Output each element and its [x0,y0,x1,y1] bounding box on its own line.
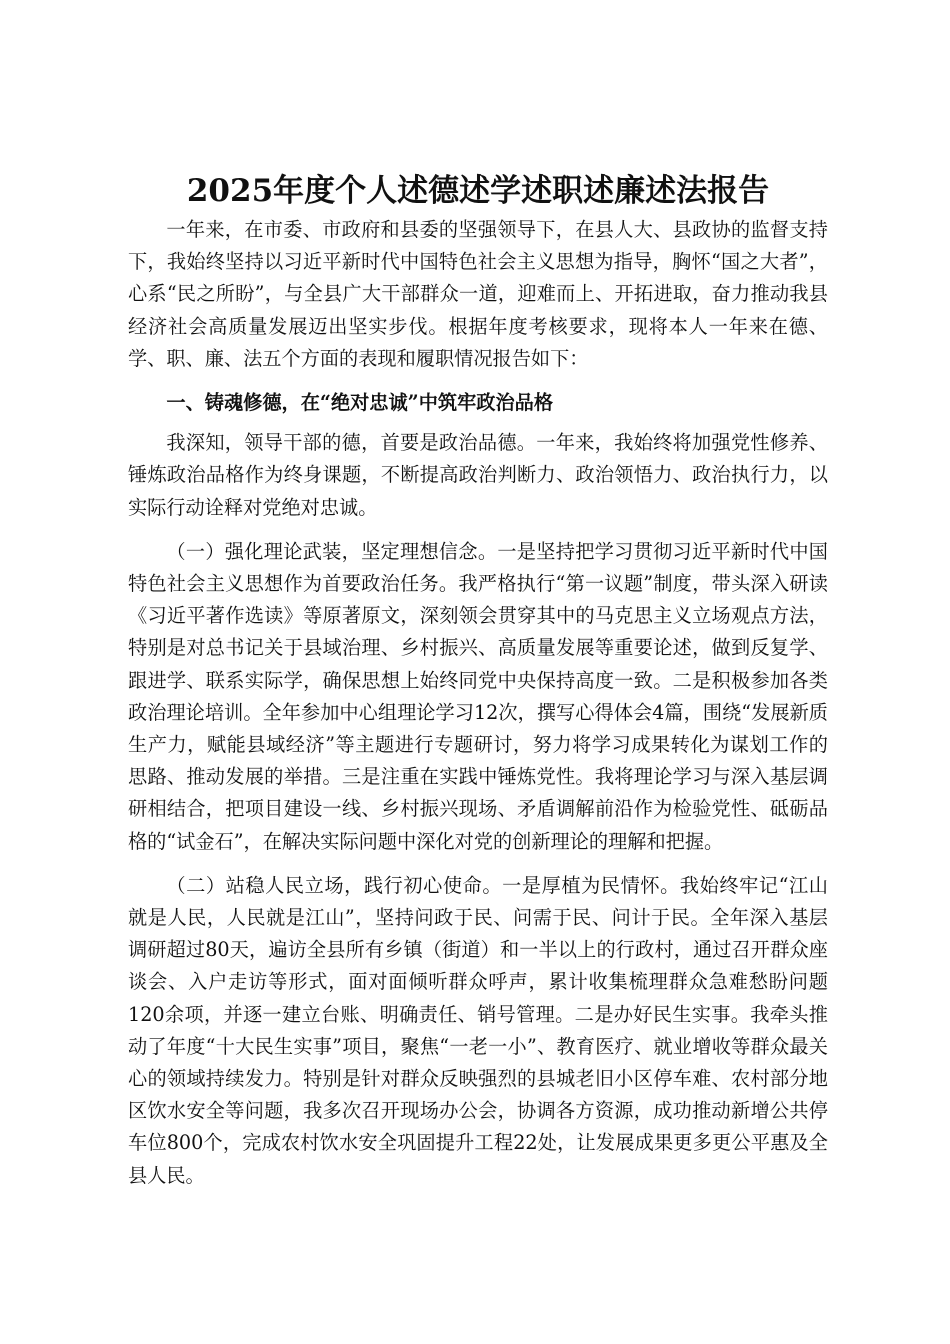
section-intro-paragraph: 我深知，领导干部的德，首要是政治品德。一年来，我始终将加强党性修养、锤炼政治品格作为终身课题，不断提高政治判断力、政治领悟力、政治执行力，以实际行动诠释对党绝对忠诚。 [128,431,828,519]
subsection-paragraph-2: （二）站稳人民立场，践行初心使命。一是厚植为民情怀。我始终牢记“江山就是人民，人民就是江山”，坚持问政于民、问需于民、问计于民。全年深入基层调研超过80天，遍访全县所有乡镇（街道）和一半以上的行政村，通过召开群众座谈会、入户走访等形式，面对面倾听群众呼声，累计收集梳理群众急难愁盼问题120余项，并逐一建立台账、明确责任、销号管理。二是办好民生实事。我牵头推动了年度“十大民生实事”项目，聚焦“一老一小”、教育医疗、就业增收等群众最关心的领域持续发力。特别是针对群众反映强烈的县城老旧小区停车难、农村部分地区饮水安全等问题，我多次召开现场办公会，协调各方资源，成功推动新增公共停车位800个，完成农村饮水安全巩固提升工程22处，让发展成果更多更公平惠及全县人民。 [128,873,828,1187]
document-title: 2025年度个人述德述学述职述廉述法报告 [186,173,770,209]
intro-paragraph: 一年来，在市委、市政府和县委的坚强领导下，在县人大、县政协的监督支持下，我始终坚持以习近平新时代中国特色社会主义思想为指导，胸怀“国之大者”，心系“民之所盼”，与全县广大干部群众一道，迎难而上、开拓进取，奋力推动我县经济社会高质量发展迈出坚实步伐。根据年度考核要求，现将本人一年来在德、学、职、廉、法五个方面的表现和履职情况报告如下： [128,218,828,370]
subsection-paragraph-1: （一）强化理论武装，坚定理想信念。一是坚持把学习贯彻习近平新时代中国特色社会主义思想作为首要政治任务。我严格执行“第一议题”制度，带头深入研读《习近平著作选读》等原著原文，深刻领会贯穿其中的马克思主义立场观点方法，特别是对总书记关于县域治理、乡村振兴、高质量发展等重要论述，做到反复学、跟进学、联系实际学，确保思想上始终同党中央保持高度一致。二是积极参加各类政治理论培训。全年参加中心组理论学习12次，撰写心得体会4篇，围绕“发展新质生产力，赋能县域经济”等主题进行专题研讨，努力将学习成果转化为谋划工作的思路、推动发展的举措。三是注重在实践中锤炼党性。我将理论学习与深入基层调研相结合，把项目建设一线、乡村振兴现场、矛盾调解前沿作为检验党性、砥砺品格的“试金石”，在解决实际问题中深化对党的创新理论的理解和把握。 [128,539,828,853]
section-heading: 一、铸魂修德，在“绝对忠诚”中筑牢政治品格 [166,391,554,415]
document-body [128,168,828,1192]
